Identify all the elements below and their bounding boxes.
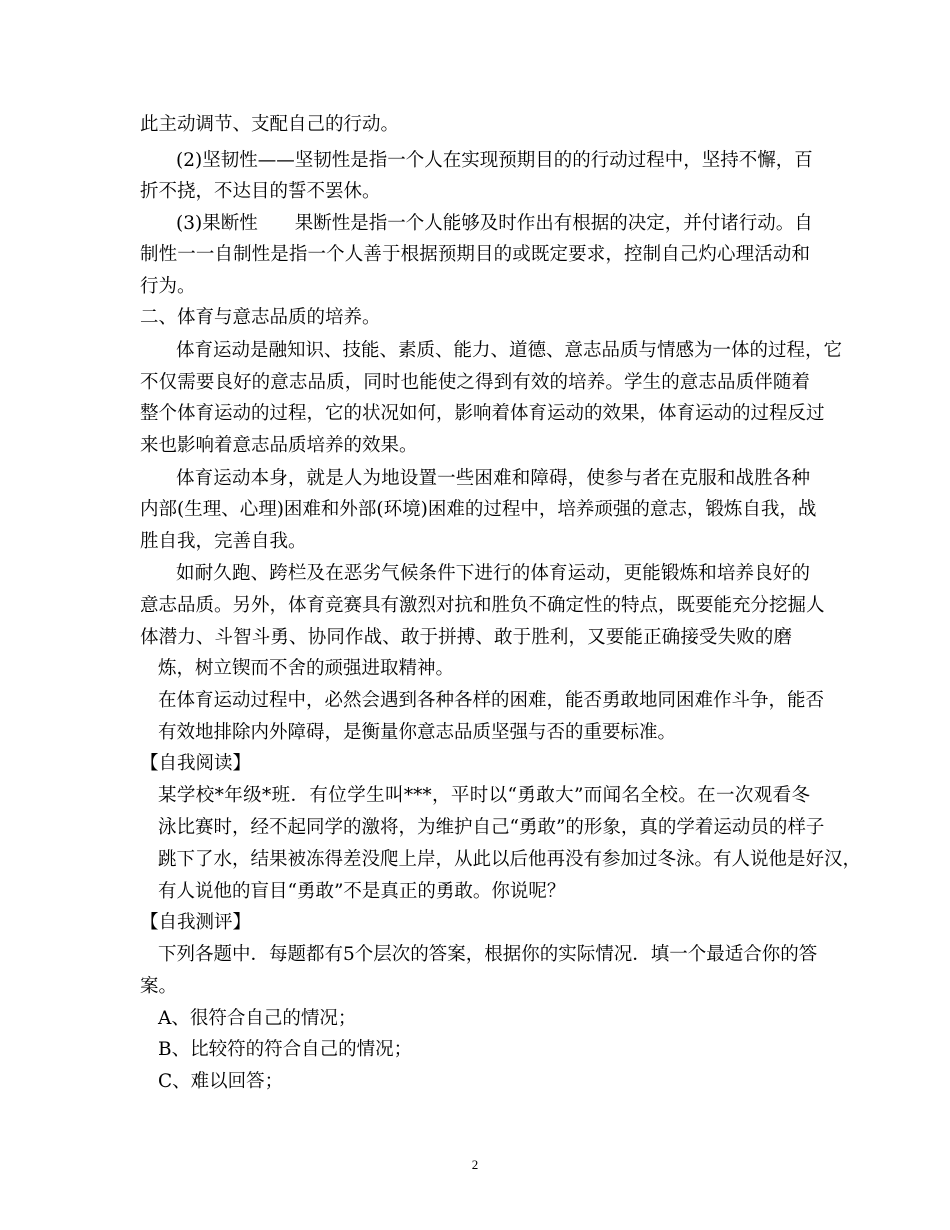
text-line: 意志品质。另外，体育竞赛具有激烈对抗和胜负不确定性的特点，既要能充分挖掘人	[140, 595, 825, 616]
text-line: 某学校*年级*班．有位学生叫***，平时以“勇敢大”而闻名全校。在一次观看冬	[158, 785, 810, 806]
text-line: 体潜力、斗智斗勇、协同作战、敢于拼搏、敢于胜利，又要能正确接受失败的磨	[140, 627, 792, 648]
text-line: 下列各题中．每题都有5个层次的答案，根据你的实际情况．填一个最适合你的答	[158, 944, 818, 965]
page-number: 2	[471, 1157, 479, 1172]
text-line: 制性一一自制性是指一个人善于根据预期目的或既定要求，控制自己灼心理活动和	[140, 244, 810, 265]
text-line: 整个体育运动的过程，它的状况如何，影响着体育运动的效果，体育运动的过程反过	[140, 403, 825, 424]
text-line: 折不挠，不达目的誓不罢休。	[140, 181, 381, 202]
text-line: 内部(生理、心理)困难和外部(环境)困难的过程中，培养顽强的意志，锻炼自我，战	[140, 499, 817, 520]
text-line: 跳下了水，结果被冻得差没爬上岸，从此以后他再没有参加过冬泳。有人说他是好汉，	[158, 849, 862, 870]
answer-option: A、很符合自己的情况；	[158, 1008, 357, 1029]
text-line: 来也影响着意志品质培养的效果。	[140, 435, 418, 456]
text-line: 在体育运动过程中，必然会遇到各种各样的困难，能否勇敢地同困难作斗争，能否	[158, 690, 825, 711]
text-line: 案。	[140, 976, 178, 997]
section-heading: 【自我测评】	[140, 912, 252, 933]
text-line: 体育运动是融知识、技能、素质、能力、道德、意志品质与情感为一体的过程，它	[176, 340, 843, 361]
text-line: 不仅需要良好的意志品质，同时也能使之得到有效的培养。学生的意志品质伴随着	[140, 372, 810, 393]
text-line: (3)果断性 果断性是指一个人能够及时作出有根据的决定，并付诸行动。自	[176, 213, 813, 234]
text-line: 行为。	[140, 276, 196, 297]
text-line: 有效地排除内外障碍，是衡量你意志品质坚强与否的重要标准。	[158, 722, 677, 743]
text-line: 此主动调节、支配自己的行动。	[140, 114, 400, 135]
section-heading: 二、体育与意志品质的培养。	[140, 307, 381, 328]
text-line: 胜自我，完善自我。	[140, 531, 307, 552]
text-line: (2)坚韧性——坚韧性是指一个人在实现预期目的的行动过程中，坚持不懈，百	[176, 150, 813, 171]
text-line: 炼，树立锲而不舍的顽强进取精神。	[158, 658, 455, 679]
text-line: 有人说他的盲目“勇敢”不是真正的勇敢。你说呢？	[158, 881, 566, 902]
answer-option: C、难以回答；	[158, 1071, 284, 1092]
text-line: 如耐久跑、跨栏及在恶劣气候条件下进行的体育运动，更能锻炼和培养良好的	[176, 563, 810, 584]
section-heading: 【自我阅读】	[140, 753, 252, 774]
answer-option: B、比较符的符合自己的情况；	[158, 1039, 413, 1060]
text-line: 体育运动本身，就是人为地设置一些困难和障碍，使参与者在克服和战胜各种	[176, 468, 810, 489]
text-line: 泳比赛时，经不起同学的激将，为维护自己“勇敢”的形象，真的学着运动员的样子	[158, 817, 825, 838]
